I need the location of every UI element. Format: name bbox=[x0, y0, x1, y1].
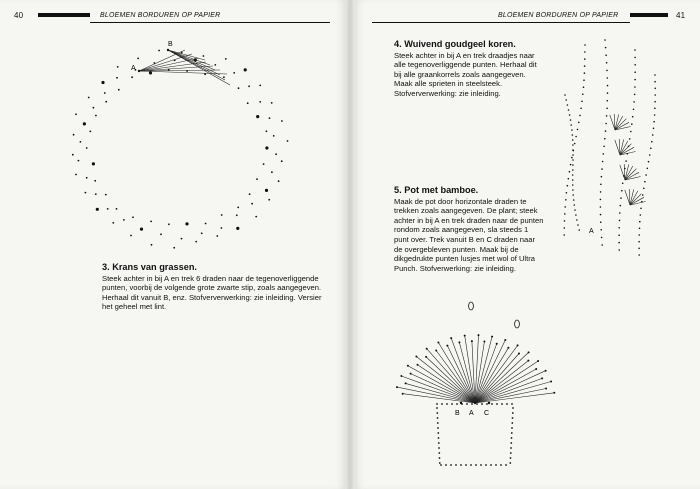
wreath-label-b: B bbox=[168, 41, 173, 48]
section-krans-title: 3. Krans van grassen. bbox=[102, 262, 197, 272]
loop-mark-right-icon bbox=[515, 320, 520, 328]
section-bamboe bbox=[394, 186, 544, 273]
right-running-head: BLOEMEN BORDUREN OP PAPIER bbox=[498, 12, 619, 19]
wreath-figure bbox=[0, 30, 350, 280]
corn-label-a: A bbox=[589, 228, 594, 235]
section-bamboe-title: 5. Pot met bamboe. bbox=[394, 185, 479, 195]
left-running-head: BLOEMEN BORDUREN OP PAPIER bbox=[100, 12, 221, 19]
section-koren-body: Steek achter in bij A en trek draadjes naar alle tegenoverliggende punten. Herhaal dit bij alle graankorrels zoals aangegeven. Maak alle sprieten in steelsteek. Stofververwerking: zie inleiding. bbox=[394, 50, 537, 98]
section-bamboe-body: Maak de pot door horizontale draden te trekken zoals aangegeven. De plant; steek achter in bij A en trek draden naar de punten rondom zoals aangegeven, sla steeds 1 punt over. Trek vanuit B en C draden naar de overgebleven punten. Maak bij de dikgedrukte punten lusjes met wol of Ultra Punch. Stofverwerking: zie inleiding. bbox=[394, 196, 544, 273]
right-page bbox=[350, 0, 700, 489]
right-header-rule bbox=[372, 22, 630, 23]
bamboo-figure bbox=[395, 298, 565, 483]
left-header bbox=[0, 10, 350, 22]
bamboo-label-c: C bbox=[484, 410, 490, 417]
wreath-label-a: A bbox=[131, 65, 136, 72]
gutter bbox=[345, 0, 355, 489]
left-page-number: 40 bbox=[14, 11, 24, 20]
left-header-bar bbox=[38, 13, 90, 17]
section-koren bbox=[394, 40, 539, 99]
section-krans bbox=[102, 263, 322, 312]
corn-figure bbox=[545, 35, 695, 275]
bamboo-label-a: A bbox=[469, 410, 474, 417]
left-header-rule bbox=[90, 22, 330, 23]
bamboo-label-b: B bbox=[455, 410, 460, 417]
right-header bbox=[350, 10, 700, 22]
section-koren-title: 4. Wuivend goudgeel koren. bbox=[394, 39, 516, 49]
right-header-bar bbox=[630, 13, 668, 17]
section-krans-body: Steek achter in bij A en trek 6 draden naar de tegenoverliggende punten, voorbij de volgende grote zwarte stip, zoals aangegeven. Herhaal dit vanuit B, enz. Stofververwerking: zie inleiding. Versier het geheel met lint. bbox=[102, 273, 322, 312]
loop-mark-left-icon bbox=[469, 302, 474, 310]
right-page-number: 41 bbox=[676, 11, 686, 20]
